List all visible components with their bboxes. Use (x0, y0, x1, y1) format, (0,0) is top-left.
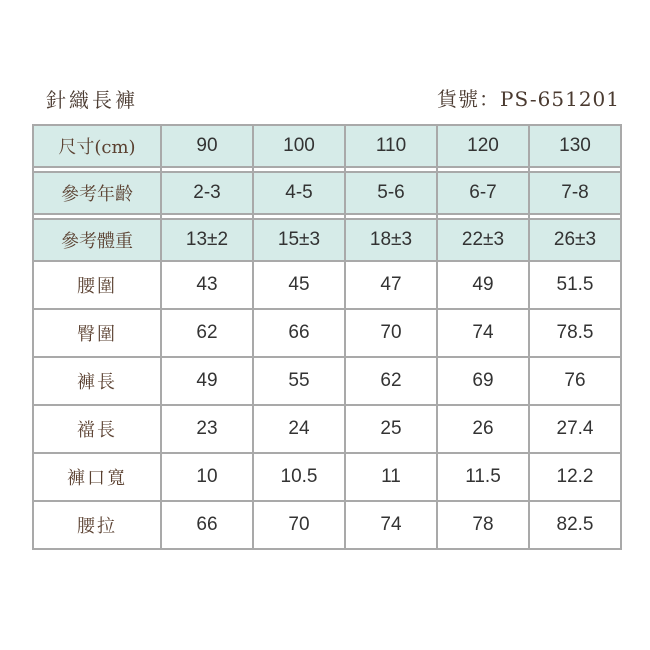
row-label-weight: 參考體重 (33, 219, 161, 261)
table-cell: 49 (161, 357, 253, 405)
table-cell: 5-6 (345, 172, 437, 214)
row-label-size: 尺寸(cm) (33, 125, 161, 167)
table-cell: 11.5 (437, 453, 529, 501)
table-cell: 25 (345, 405, 437, 453)
table-cell: 70 (345, 309, 437, 357)
table-cell: 18±3 (345, 219, 437, 261)
table-cell: 11 (345, 453, 437, 501)
row-label: 褲口寬 (33, 453, 161, 501)
table-cell: 130 (529, 125, 621, 167)
table-row (33, 357, 621, 405)
table-cell: 47 (345, 261, 437, 309)
table-row (33, 453, 621, 501)
table-cell: 82.5 (529, 501, 621, 549)
product-name: 針織長褲 (46, 88, 138, 112)
table-cell: 69 (437, 357, 529, 405)
table-cell: 110 (345, 125, 437, 167)
table-cell: 12.2 (529, 453, 621, 501)
table-row (33, 405, 621, 453)
row-label-age: 參考年齡 (33, 172, 161, 214)
table-cell: 62 (345, 357, 437, 405)
row-label: 襠長 (33, 405, 161, 453)
table-cell: 49 (437, 261, 529, 309)
table-cell: 2-3 (161, 172, 253, 214)
table-cell: 27.4 (529, 405, 621, 453)
row-label: 褲長 (33, 357, 161, 405)
row-label: 腰圍 (33, 261, 161, 309)
table-cell: 7-8 (529, 172, 621, 214)
table-row (33, 309, 621, 357)
table-cell: 26 (437, 405, 529, 453)
size-row (33, 125, 621, 167)
table-cell: 10 (161, 453, 253, 501)
table-cell: 74 (437, 309, 529, 357)
table-cell: 78.5 (529, 309, 621, 357)
table-cell: 70 (253, 501, 345, 549)
table-cell: 62 (161, 309, 253, 357)
table-cell: 15±3 (253, 219, 345, 261)
table-cell: 78 (437, 501, 529, 549)
table-cell: 24 (253, 405, 345, 453)
table-cell: 66 (161, 501, 253, 549)
table-cell: 26±3 (529, 219, 621, 261)
size-chart-table (32, 124, 622, 550)
table-cell: 76 (529, 357, 621, 405)
table-cell: 6-7 (437, 172, 529, 214)
product-code: 貨號：PS-651201 (437, 87, 620, 111)
table-cell: 4-5 (253, 172, 345, 214)
table-cell: 120 (437, 125, 529, 167)
table-row (33, 501, 621, 549)
row-label: 臀圍 (33, 309, 161, 357)
table-cell: 66 (253, 309, 345, 357)
table-cell: 100 (253, 125, 345, 167)
age-row (33, 172, 621, 214)
table-cell: 22±3 (437, 219, 529, 261)
table-cell: 13±2 (161, 219, 253, 261)
table-cell: 10.5 (253, 453, 345, 501)
table-cell: 90 (161, 125, 253, 167)
table-cell: 51.5 (529, 261, 621, 309)
table-cell: 23 (161, 405, 253, 453)
table-row (33, 261, 621, 309)
row-label: 腰拉 (33, 501, 161, 549)
table-cell: 74 (345, 501, 437, 549)
weight-row (33, 219, 621, 261)
table-cell: 55 (253, 357, 345, 405)
table-cell: 45 (253, 261, 345, 309)
table-cell: 43 (161, 261, 253, 309)
